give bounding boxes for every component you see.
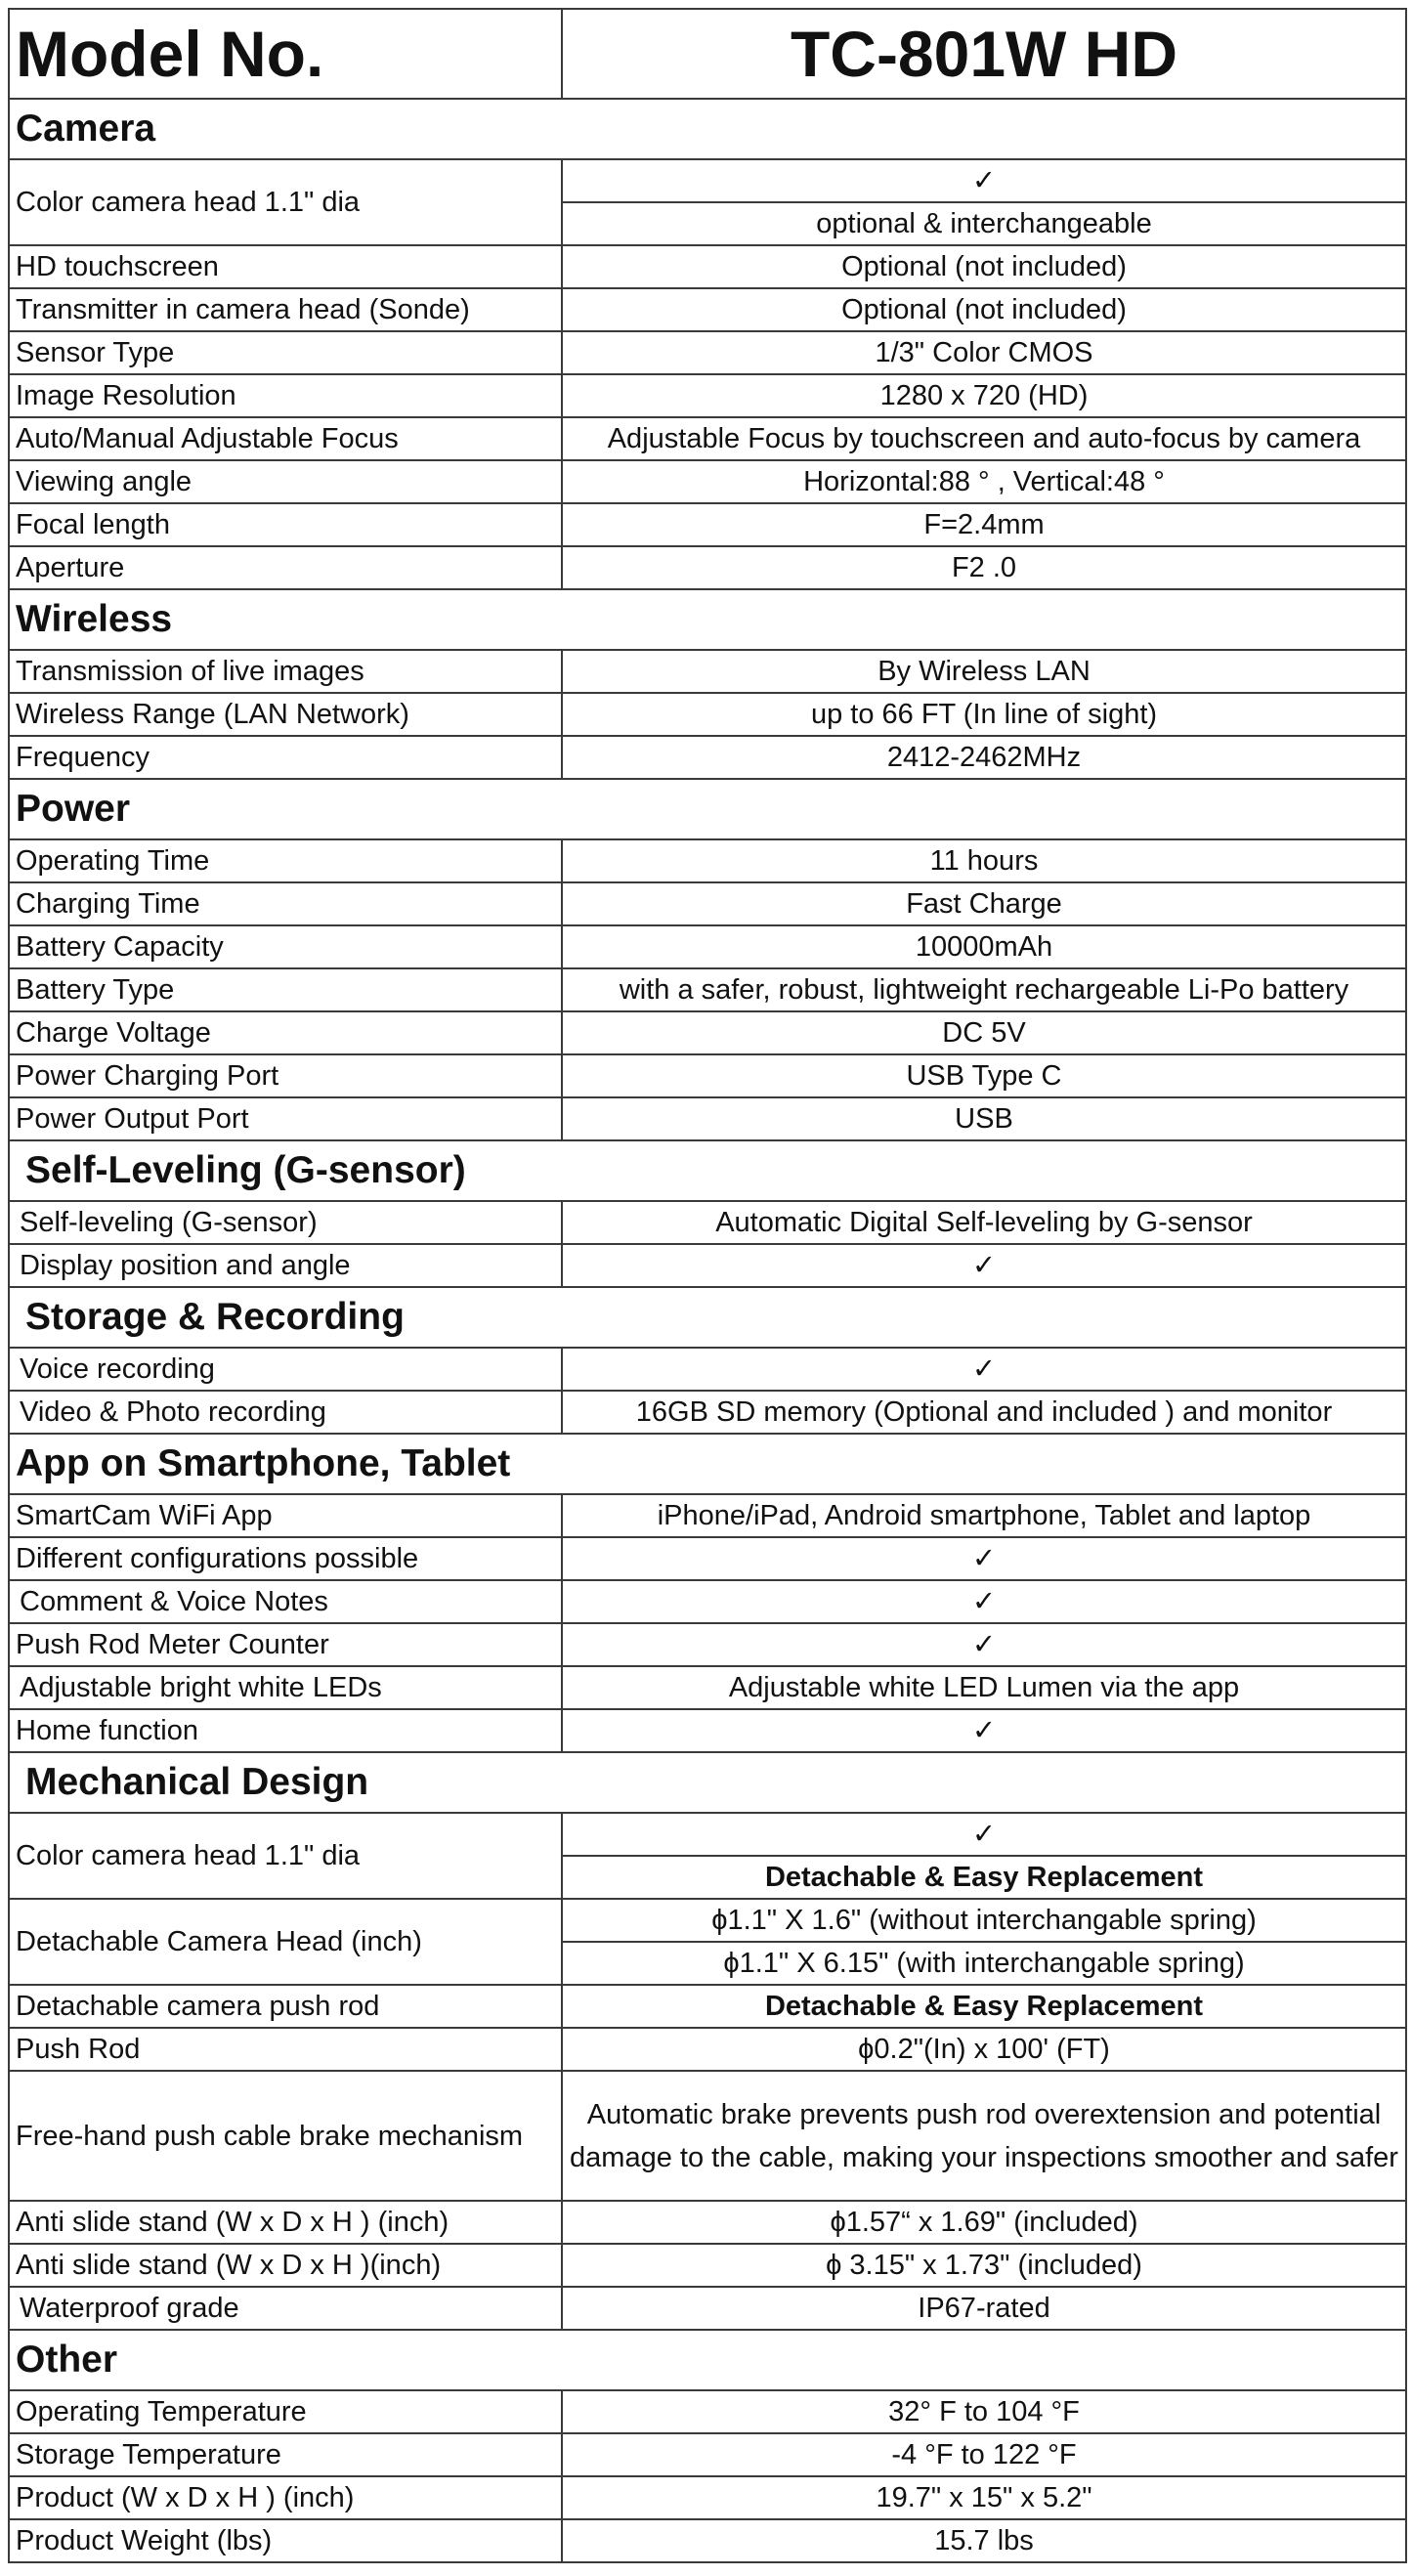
spec-value: Detachable & Easy Replacement — [562, 1856, 1406, 1899]
checkmark-icon: ✓ — [562, 159, 1406, 202]
spec-value: DC 5V — [562, 1011, 1406, 1054]
spec-value: ϕ0.2"(In) x 100' (FT) — [562, 2028, 1406, 2071]
spec-value: Detachable & Easy Replacement — [562, 1985, 1406, 2028]
spec-label: HD touchscreen — [9, 245, 562, 288]
model-number: TC-801W HD — [562, 9, 1406, 99]
spec-label: Home function — [9, 1709, 562, 1752]
section-title-mechanical-design: Mechanical Design — [9, 1752, 1406, 1813]
spec-value: ϕ 3.15" x 1.73" (included) — [562, 2244, 1406, 2287]
spec-label: Product Weight (lbs) — [9, 2519, 562, 2562]
spec-label: Storage Temperature — [9, 2433, 562, 2476]
spec-value: 1280 x 720 (HD) — [562, 374, 1406, 417]
spec-label: Power Output Port — [9, 1097, 562, 1140]
spec-value: F=2.4mm — [562, 503, 1406, 546]
spec-value: iPhone/iPad, Android smartphone, Tablet and laptop — [562, 1494, 1406, 1537]
spec-label: Display position and angle — [9, 1244, 562, 1287]
spec-label: Anti slide stand (W x D x H ) (inch) — [9, 2201, 562, 2244]
spec-label: Aperture — [9, 546, 562, 589]
spec-label: Waterproof grade — [9, 2287, 562, 2330]
spec-value: ϕ1.1" X 1.6" (without interchangable spring) — [562, 1899, 1406, 1942]
spec-label: Comment & Voice Notes — [9, 1580, 562, 1623]
spec-value: up to 66 FT (In line of sight) — [562, 693, 1406, 736]
spec-value: F2 .0 — [562, 546, 1406, 589]
spec-label: Sensor Type — [9, 331, 562, 374]
spec-label: Product (W x D x H ) (inch) — [9, 2476, 562, 2519]
spec-value: By Wireless LAN — [562, 650, 1406, 693]
spec-label: Battery Type — [9, 968, 562, 1011]
section-title-power: Power — [9, 779, 1406, 839]
section-title-storage-recording: Storage & Recording — [9, 1287, 1406, 1348]
spec-label: Self-leveling (G-sensor) — [9, 1201, 562, 1244]
spec-label: Charging Time — [9, 882, 562, 925]
spec-value: 2412-2462MHz — [562, 736, 1406, 779]
spec-label: Video & Photo recording — [9, 1391, 562, 1434]
spec-label: Adjustable bright white LEDs — [9, 1666, 562, 1709]
spec-value: 11 hours — [562, 839, 1406, 882]
spec-label: Power Charging Port — [9, 1054, 562, 1097]
spec-value: optional & interchangeable — [562, 202, 1406, 245]
spec-label: Free-hand push cable brake mechanism — [9, 2071, 562, 2201]
spec-label: Operating Time — [9, 839, 562, 882]
checkmark-icon: ✓ — [562, 1813, 1406, 1856]
spec-value: with a safer, robust, lightweight rechargeable Li-Po battery — [562, 968, 1406, 1011]
header-row — [9, 9, 1406, 99]
spec-value: USB — [562, 1097, 1406, 1140]
spec-label: Detachable camera push rod — [9, 1985, 562, 2028]
spec-label: Anti slide stand (W x D x H )(inch) — [9, 2244, 562, 2287]
checkmark-icon: ✓ — [562, 1348, 1406, 1391]
checkmark-icon: ✓ — [562, 1623, 1406, 1666]
section-title-wireless: Wireless — [9, 589, 1406, 650]
section-title-app: App on Smartphone, Tablet — [9, 1434, 1406, 1494]
spec-label: Detachable Camera Head (inch) — [9, 1899, 562, 1985]
spec-value: -4 °F to 122 °F — [562, 2433, 1406, 2476]
spec-label: SmartCam WiFi App — [9, 1494, 562, 1537]
spec-value: ϕ1.1" X 6.15" (with interchangable spring) — [562, 1942, 1406, 1985]
spec-label: Color camera head 1.1" dia — [9, 159, 562, 245]
model-label: Model No. — [9, 9, 562, 99]
spec-value: Fast Charge — [562, 882, 1406, 925]
spec-value: USB Type C — [562, 1054, 1406, 1097]
spec-value: 32° F to 104 °F — [562, 2390, 1406, 2433]
spec-value: 16GB SD memory (Optional and included ) and monitor — [562, 1391, 1406, 1434]
spec-value: Adjustable white LED Lumen via the app — [562, 1666, 1406, 1709]
spec-value: ϕ1.57“ x 1.69" (included) — [562, 2201, 1406, 2244]
checkmark-icon: ✓ — [562, 1709, 1406, 1752]
spec-label: Voice recording — [9, 1348, 562, 1391]
spec-label: Frequency — [9, 736, 562, 779]
spec-value: Optional (not included) — [562, 245, 1406, 288]
section-title-camera: Camera — [9, 99, 1406, 159]
spec-label: Transmitter in camera head (Sonde) — [9, 288, 562, 331]
spec-value: 10000mAh — [562, 925, 1406, 968]
checkmark-icon: ✓ — [562, 1580, 1406, 1623]
spec-label: Focal length — [9, 503, 562, 546]
spec-label: Transmission of live images — [9, 650, 562, 693]
spec-value: IP67-rated — [562, 2287, 1406, 2330]
spec-label: Charge Voltage — [9, 1011, 562, 1054]
section-title-other: Other — [9, 2330, 1406, 2390]
checkmark-icon: ✓ — [562, 1244, 1406, 1287]
section-title-self-leveling: Self-Leveling (G-sensor) — [9, 1140, 1406, 1201]
spec-table — [8, 8, 1407, 2563]
spec-label: Wireless Range (LAN Network) — [9, 693, 562, 736]
spec-label: Operating Temperature — [9, 2390, 562, 2433]
spec-value: Automatic Digital Self-leveling by G-sensor — [562, 1201, 1406, 1244]
spec-label: Battery Capacity — [9, 925, 562, 968]
spec-value: 1/3" Color CMOS — [562, 331, 1406, 374]
spec-label: Push Rod — [9, 2028, 562, 2071]
checkmark-icon: ✓ — [562, 1537, 1406, 1580]
spec-label: Image Resolution — [9, 374, 562, 417]
spec-label: Push Rod Meter Counter — [9, 1623, 562, 1666]
spec-label: Color camera head 1.1" dia — [9, 1813, 562, 1899]
spec-value: Automatic brake prevents push rod overextension and potential damage to the cable, making your inspections smoother and safer — [562, 2071, 1406, 2201]
spec-value: Adjustable Focus by touchscreen and auto-focus by camera — [562, 417, 1406, 460]
spec-value: Horizontal:88 ° , Vertical:48 ° — [562, 460, 1406, 503]
spec-label: Viewing angle — [9, 460, 562, 503]
spec-value: 15.7 lbs — [562, 2519, 1406, 2562]
spec-value: 19.7" x 15" x 5.2" — [562, 2476, 1406, 2519]
spec-label: Auto/Manual Adjustable Focus — [9, 417, 562, 460]
spec-label: Different configurations possible — [9, 1537, 562, 1580]
spec-value: Optional (not included) — [562, 288, 1406, 331]
